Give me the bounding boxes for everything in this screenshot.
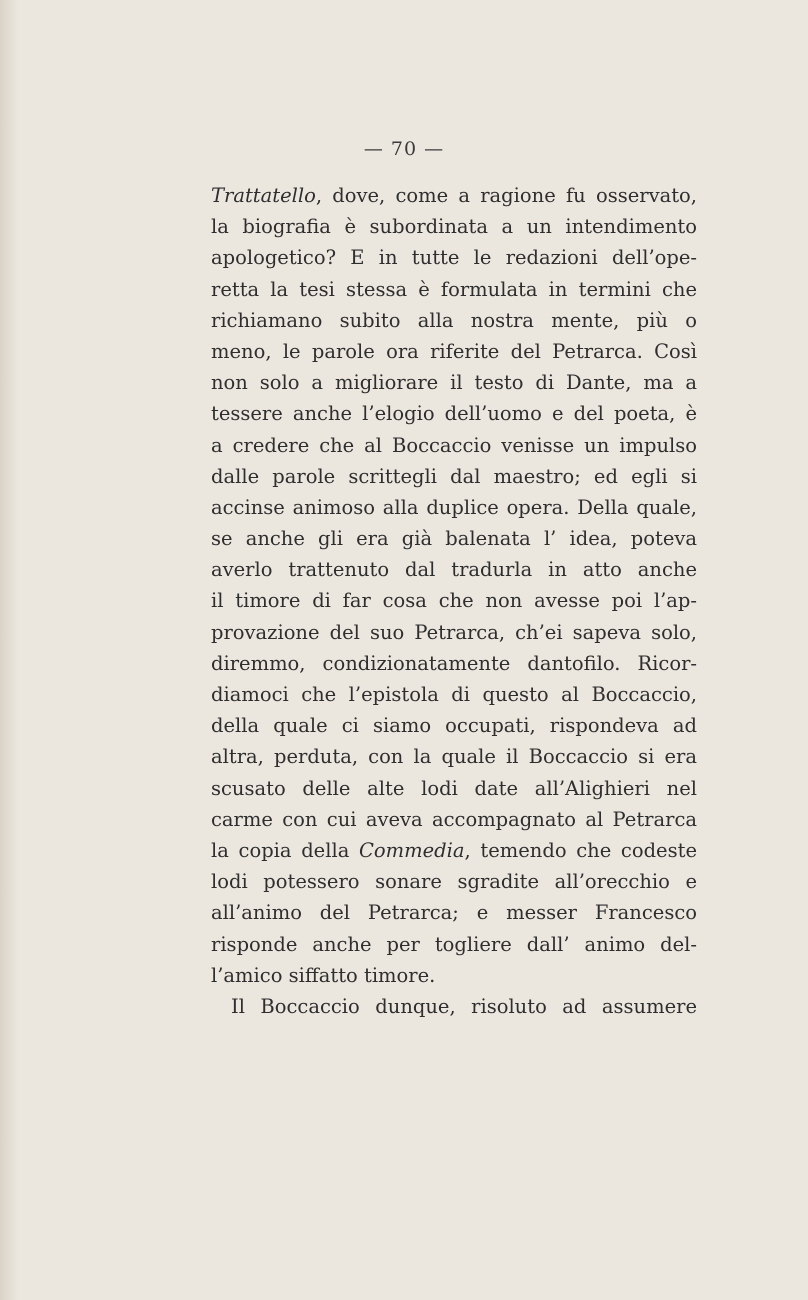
text-line [211,991,697,1022]
text-line [211,523,697,554]
text-segment: della quale ci siamo occupati, rispondeva ad [211,714,697,738]
text-line [211,398,697,429]
text-line [211,242,697,273]
text-line [211,897,697,928]
text-line [211,305,697,336]
text-segment: scusato delle alte lodi date all’Alighieri nel [211,776,697,800]
text-segment: l’amico siffatto timore. [211,963,436,987]
text-segment: carme con cui aveva accompagnato al Petrarca [211,807,697,831]
text-segment: accinse animoso alla duplice opera. Della quale, [211,495,697,519]
text-line [211,367,697,398]
text-segment: Il Boccaccio dunque, risoluto ad assumere [231,994,697,1018]
text-line [211,960,697,991]
text-segment: risponde anche per togliere dall’ animo del- [211,932,697,956]
text-segment: dalle parole scrittegli dal maestro; ed egli si [211,464,697,488]
text-line [211,710,697,741]
text-segment: il timore di far cosa che non avesse poi l’ap- [211,589,697,613]
text-line [211,773,697,804]
text-segment: , dove, come a ragione fu osservato, [315,184,697,207]
text-line [211,835,697,866]
text-segment: meno, le parole ora riferite del Petrarca. Così [211,339,697,363]
body-text [211,180,697,1022]
text-segment: , temendo che codeste [464,838,697,862]
page-number: — 70 — [363,138,445,160]
text-segment: altra, perduta, con la quale il Boccaccio si era [211,745,697,769]
text-line [211,336,697,367]
text-line [211,585,697,616]
text-segment: tessere anche l’elogio dell’uomo e del poeta, è [211,402,697,426]
italic-title: Trattatello [211,184,316,207]
text-segment: se anche gli era già balenata l’ idea, poteva [211,527,697,551]
italic-title: Commedia [358,838,465,862]
text-segment: all’animo del Petrarca; e messer Francesco [211,901,697,925]
text-line [211,461,697,492]
text-segment: provazione del suo Petrarca, ch’ei sapeva solo, [211,620,697,644]
text-line [211,492,697,523]
text-line [211,929,697,960]
text-line [211,180,697,211]
text-segment: la biografia è subordinata a un intendimento [211,215,697,239]
text-line [211,679,697,710]
text-line [211,554,697,585]
text-line [211,648,697,679]
text-segment: lodi potessero sonare sgradite all’orecchio e [211,870,697,894]
text-line [211,274,697,305]
text-segment: a credere che al Boccaccio venisse un impulso [211,433,697,457]
text-segment: richiamano subito alla nostra mente, più o [211,308,697,332]
text-segment: apologetico? E in tutte le redazioni dell’ope- [211,246,697,270]
text-line [211,430,697,461]
text-segment: averlo trattenuto dal tradurla in atto anche [211,558,697,582]
text-segment: la copia della [211,838,359,862]
text-line [211,617,697,648]
text-segment: retta la tesi stessa è formulata in termini che [211,277,697,301]
text-line [211,211,697,242]
text-line [211,804,697,835]
text-segment: diamoci che l’epistola di questo al Boccaccio, [211,683,697,706]
text-line [211,866,697,897]
text-segment: non solo a migliorare il testo di Dante, ma a [211,371,697,395]
text-segment: diremmo, condizionatamente dantofilo. Ricor- [211,651,697,675]
text-line [211,741,697,772]
